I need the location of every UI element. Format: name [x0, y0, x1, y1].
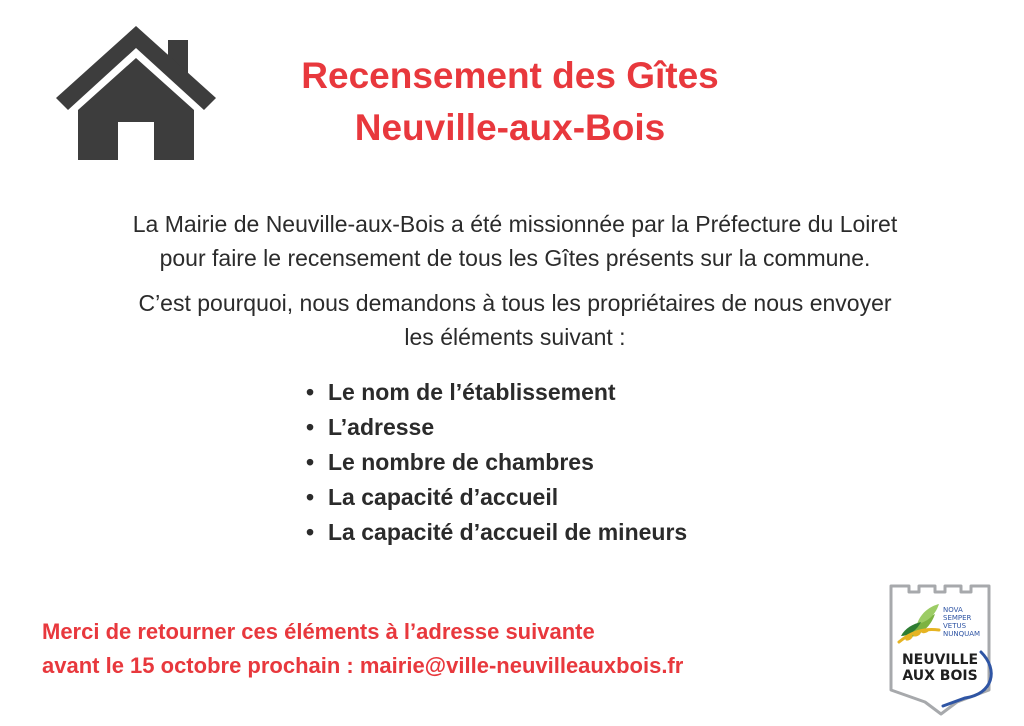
list-item	[306, 515, 687, 550]
intro-line-4: les éléments suivant :	[404, 324, 626, 350]
bullet-icon: •	[306, 449, 315, 475]
house-icon	[56, 26, 216, 160]
list-item-text: Le nombre de chambres	[328, 449, 594, 475]
required-items-list	[306, 375, 687, 550]
footer-line-2: avant le 15 octobre prochain : mairie@ville-neuvilleauxbois.fr	[42, 653, 684, 678]
intro-paragraph	[40, 207, 990, 275]
logo-name-line-1: NEUVILLE	[901, 652, 979, 668]
page-title	[230, 50, 790, 154]
intro-line-1: La Mairie de Neuville-aux-Bois a été missionnée par la Préfecture du Loiret	[132, 211, 898, 237]
title-line-1: Recensement des Gîtes	[301, 55, 719, 96]
bullet-icon: •	[306, 519, 315, 545]
list-item-text: Le nom de l’établissement	[328, 379, 616, 405]
town-logo	[885, 578, 997, 718]
bullet-icon: •	[306, 379, 315, 405]
bullet-icon: •	[306, 484, 315, 510]
list-item	[306, 410, 687, 445]
intro-line-2: pour faire le recensement de tous les Gîtes présents sur la commune.	[159, 245, 871, 271]
logo-motto-4: NUNQUAM	[943, 630, 981, 638]
logo-name-line-2: AUX BOIS	[902, 668, 978, 684]
list-item-text: La capacité d’accueil	[328, 484, 559, 510]
logo-motto-1: NOVA	[943, 606, 963, 614]
request-paragraph	[40, 286, 990, 354]
bullet-icon: •	[306, 414, 315, 440]
logo-motto-2: SEMPER	[943, 614, 972, 622]
list-item	[306, 480, 687, 515]
intro-line-3: C’est pourquoi, nous demandons à tous les propriétaires de nous envoyer	[138, 290, 892, 316]
list-item	[306, 375, 687, 410]
return-instructions	[42, 615, 683, 683]
list-item	[306, 445, 687, 480]
logo-motto-3: VETUS	[943, 622, 967, 630]
title-line-2: Neuville-aux-Bois	[354, 107, 666, 148]
list-item-text: L’adresse	[328, 414, 435, 440]
footer-line-1: Merci de retourner ces éléments à l’adresse suivante	[42, 619, 595, 644]
list-item-text: La capacité d’accueil de mineurs	[328, 519, 688, 545]
